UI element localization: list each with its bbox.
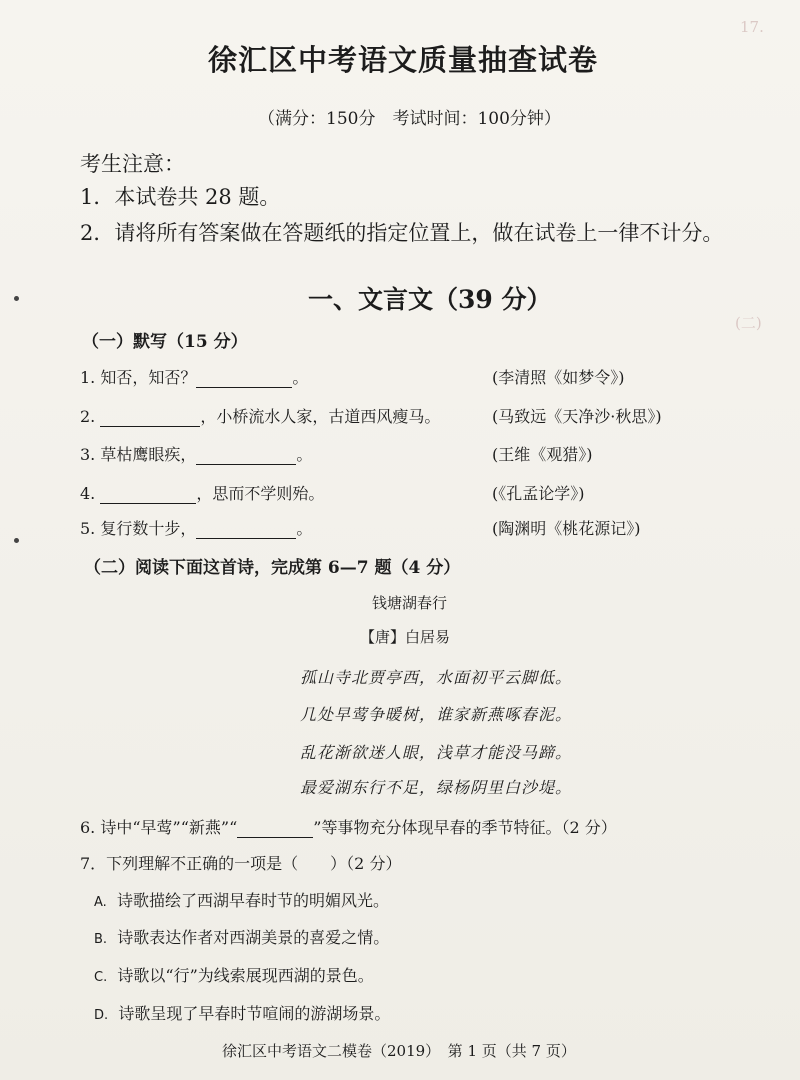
part2-title: （二）阅读下面这首诗，完成第 6—7 题（4 分） bbox=[84, 558, 461, 578]
question-2: 2. ，小桥流水人家，古道西风瘦马。 bbox=[80, 407, 441, 426]
question-4-source: (《孔孟论学》) bbox=[492, 484, 585, 503]
answer-blank bbox=[100, 487, 196, 504]
notice-heading: 考生注意： bbox=[80, 152, 185, 176]
poem-line-2: 几处早莺争暖树，谁家新燕啄春泥。 bbox=[300, 705, 573, 724]
question-2-source: (马致远《天净沙·秋思》) bbox=[492, 407, 662, 426]
answer-blank bbox=[196, 448, 296, 465]
poem-author: 【唐】白居易 bbox=[360, 628, 451, 646]
question-1-source: (李清照《如梦令》) bbox=[492, 368, 625, 387]
answer-blank bbox=[196, 371, 292, 388]
question-5: 5. 复行数十步， 。 bbox=[80, 519, 313, 538]
exam-meta: （满分：150分 考试时间：100分钟） bbox=[258, 109, 561, 129]
question-5-source: (陶渊明《桃花源记》) bbox=[492, 519, 641, 538]
notice-item-1: 1．本试卷共 28 题。 bbox=[80, 185, 281, 209]
bleed-through-mark: (二) bbox=[735, 314, 762, 332]
answer-blank bbox=[100, 410, 200, 427]
answer-blank bbox=[196, 522, 296, 539]
question-6: 6. 诗中“早莺”“新燕”“ ”等事物充分体现早春的季节特征。（2 分） bbox=[80, 818, 617, 837]
answer-blank bbox=[237, 821, 313, 838]
page-footer: 徐汇区中考语文二模卷（2019） 第 1 页（共 7 页） bbox=[222, 1042, 576, 1060]
poem-line-4: 最爱湖东行不足，绿杨阴里白沙堤。 bbox=[300, 778, 573, 797]
option-c: C. 诗歌以“行”为线索展现西湖的景色。 bbox=[94, 966, 374, 985]
question-3-source: (王维《观猎》) bbox=[492, 445, 593, 464]
option-b: B. 诗歌表达作者对西湖美景的喜爱之情。 bbox=[94, 928, 390, 947]
part1-title: （一）默写（15 分） bbox=[82, 332, 248, 352]
question-4: 4. ，思而不学则殆。 bbox=[80, 484, 325, 503]
pencil-mark bbox=[14, 538, 19, 543]
poem-title: 钱塘湖春行 bbox=[372, 594, 448, 612]
poem-line-1: 孤山寺北贾亭西，水面初平云脚低。 bbox=[300, 668, 573, 687]
page-title: 徐汇区中考语文质量抽查试卷 bbox=[208, 43, 599, 77]
poem-line-3: 乱花渐欲迷人眼，浅草才能没马蹄。 bbox=[300, 743, 573, 762]
pencil-mark bbox=[14, 296, 19, 301]
section-title: 一、文言文（39 分） bbox=[308, 285, 552, 314]
notice-item-2: 2．请将所有答案做在答题纸的指定位置上，做在试卷上一律不计分。 bbox=[80, 221, 724, 245]
option-a: A. 诗歌描绘了西湖早春时节的明媚风光。 bbox=[94, 891, 389, 910]
question-1: 1. 知否，知否？ 。 bbox=[80, 368, 309, 387]
bleed-through-mark: 17. bbox=[740, 18, 764, 36]
option-d: D. 诗歌呈现了早春时节喧闹的游湖场景。 bbox=[94, 1004, 391, 1023]
question-3: 3. 草枯鹰眼疾， 。 bbox=[80, 445, 313, 464]
question-7: 7．下列理解不正确的一项是（ ）（2 分） bbox=[80, 854, 402, 873]
